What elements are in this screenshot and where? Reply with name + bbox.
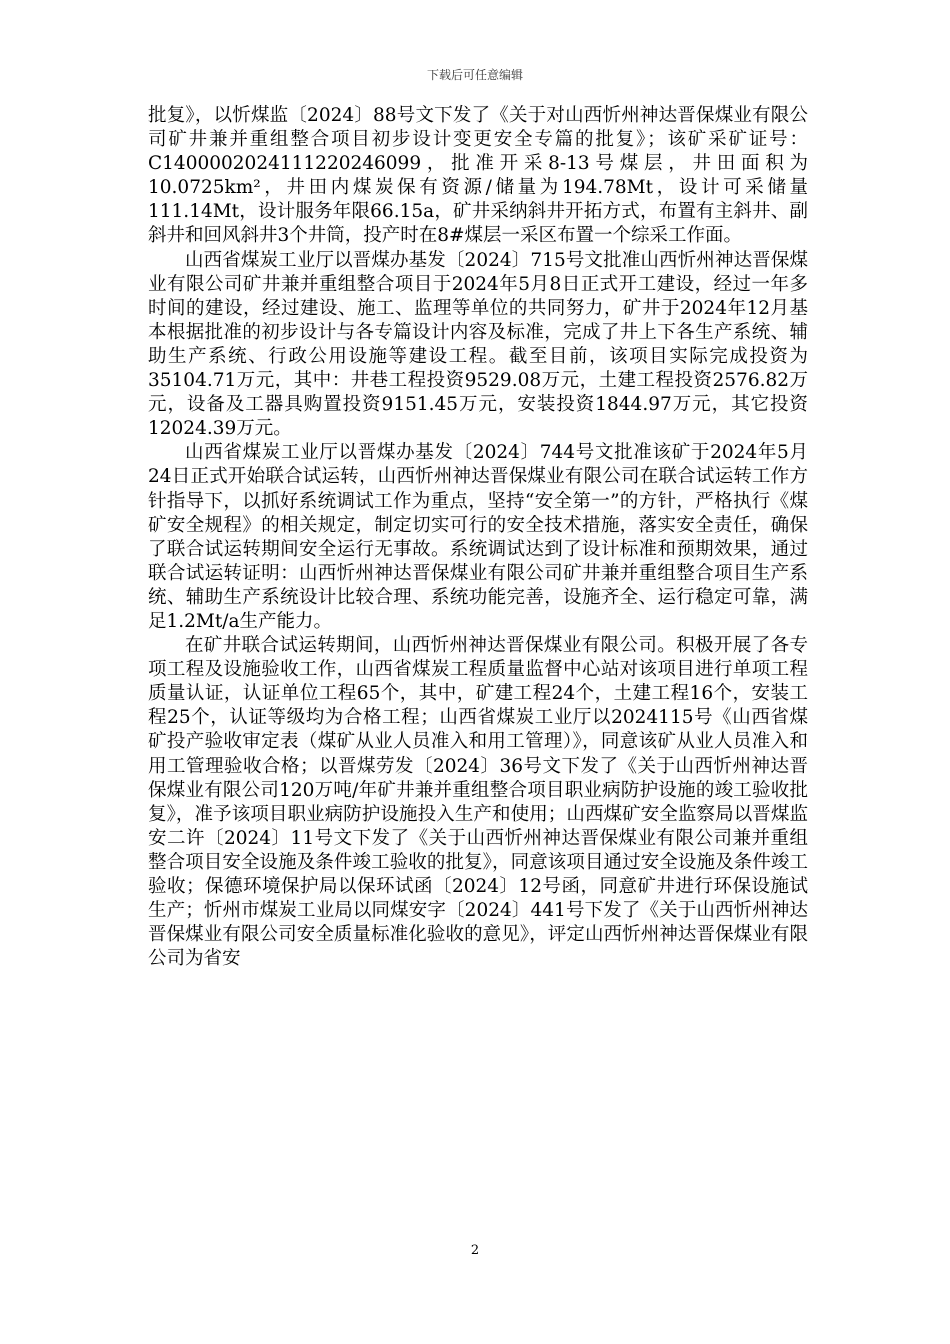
page-number: 2 [470,1243,480,1258]
document-body [148,104,808,971]
paragraph-1: 批复》，以忻煤监〔2024〕88号文下发了《关于对山西忻州神达晋保煤业有限公司矿井兼并重组整合项目初步设计变更安全专篇的批复》；该矿采矿证号：C1400002024111220246099，批准开采8-13号煤层，井田面积为10.0725km²，井田内煤炭保有资源/储量为194.78Mt，设计可采储量111.14Mt，设计服务年限66.15a，矿井采纳斜井开拓方式，布置有主斜井、副斜井和回风斜井3个井筒，投产时在8#煤层一采区布置一个综采工作面。 [148,105,808,247]
paragraph-2: 山西省煤炭工业厅以晋煤办基发〔2024〕715号文批准山西忻州神达晋保煤业有限公司矿井兼并重组整合项目于2024年5月8日正式开工建设，经过一年多时间的建设，经过建设、施工、监理等单位的共同努力，矿井于2024年12月基本根据批准的初步设计与各专篇设计内容及标准，完成了井上下各生产系统、辅助生产系统、行政公用设施等建设工程。截至目前，该项目实际完成投资为35104.71万元，其中：井巷工程投资9529.08万元，土建工程投资2576.82万元，设备及工器具购置投资9151.45万元，安装投资1844.97万元，其它投资12024.39万元。 [148,249,808,440]
paragraph-4: 在矿井联合试运转期间，山西忻州神达晋保煤业有限公司。积极开展了各专项工程及设施验收工作，山西省煤炭工程质量监督中心站对该项目进行单项工程质量认证，认证单位工程65个，其中，矿建工程24个，土建工程16个，安装工程25个，认证等级均为合格工程；山西省煤炭工业厅以2024115号《山西省煤矿投产验收审定表（煤矿从业人员准入和用工管理）》，同意该矿从业人员准入和用工管理验收合格；以晋煤劳发〔2024〕36号文下发了《关于山西忻州神达晋保煤业有限公司120万吨/年矿井兼并重组整合项目职业病防护设施的竣工验收批复》，准予该项目职业病防护设施投入生产和使用；山西煤矿安全监察局以晋煤监安二许〔2024〕11号文下发了《关于山西忻州神达晋保煤业有限公司兼并重组整合项目安全设施及条件竣工验收的批复》，同意该项目通过安全设施及条件竣工验收；保德环境保护局以保环试函〔2024〕12号函，同意矿井进行环保设施试生产；忻州市煤炭工业局以同煤安字〔2024〕441号下发了《关于山西忻州神达晋保煤业有限公司安全质量标准化验收的意见》，评定山西忻州神达晋保煤业有限公司为省安 [148,635,808,970]
paragraph-3: 山西省煤炭工业厅以晋煤办基发〔2024〕744号文批准该矿于2024年5月24日正式开始联合试运转，山西忻州神达晋保煤业有限公司在联合试运转工作方针指导下，以抓好系统调试工作为重点，坚持“安全第一”的方针，严格执行《煤矿安全规程》的相关规定，制定切实可行的安全技术措施，落实安全责任，确保了联合试运转期间安全运行无事故。系统调试达到了设计标准和预期效果，通过联合试运转证明：山西忻州神达晋保煤业有限公司矿井兼并重组整合项目生产系统、辅助生产系统设计比较合理、系统功能完善，设施齐全、运行稳定可靠，满足1.2Mt/a生产能力。 [148,442,808,632]
page-header: 下载后可任意编辑 [426,68,523,82]
